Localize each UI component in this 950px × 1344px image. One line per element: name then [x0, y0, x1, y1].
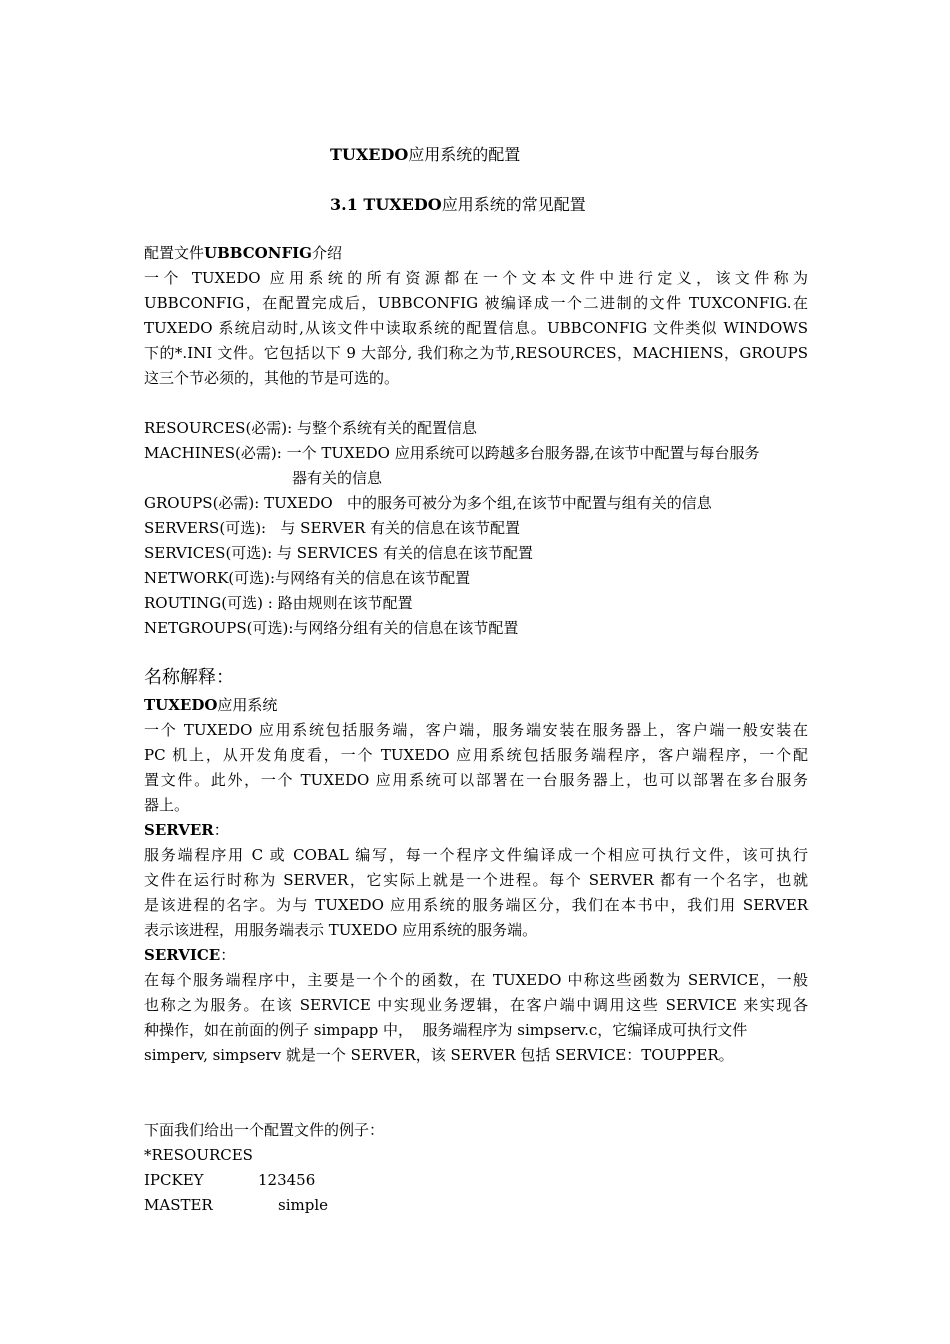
section-item: NETWORK(可选): 与网络有关的信息在该节配置 — [144, 569, 471, 587]
paragraph-line: 一个 TUXEDO 应用系统包括服务端，客户端，服务端安装在服务器上，客户端一般安装在 — [144, 721, 808, 739]
paragraph-line: PC 机上，从开发角度看，一个 TUXEDO 应用系统包括服务端程序，客户端程序，一个配 — [144, 746, 808, 764]
intro-line: 一个 TUXEDO 应用系统的所有资源都在一个文本文件中进行定义，该文件称为 — [144, 269, 808, 287]
term-heading: SERVER： — [144, 821, 229, 839]
paragraph-line: 文件在运行时称为 SERVER，它实际上就是一个进程。每个 SERVER 都有一个名字，也就 — [144, 871, 808, 889]
document-title: TUXEDO应用系统的配置 — [330, 145, 521, 164]
intro-line: 下的*.INI 文件。它包括以下 9 大部分, 我们称之为节,RESOURCES，MACHIENS，GROUPS — [144, 344, 808, 362]
config-key: IPCKEY — [144, 1171, 204, 1189]
paragraph-line: 表示该进程，用服务端表示 TUXEDO 应用系统的服务端。 — [144, 921, 538, 939]
term-heading: TUXEDO应用系统 — [144, 696, 278, 714]
section-title: 3.1 TUXEDO应用系统的常见配置 — [330, 195, 586, 214]
paragraph-line: 器上。 — [144, 796, 190, 814]
intro-line: TUXEDO 系统启动时,从该文件中读取系统的配置信息。UBBCONFIG 文件类似 WINDOWS — [144, 319, 808, 337]
paragraph-line: 置文件。此外，一个 TUXEDO 应用系统可以部署在一台服务器上，也可以部署在多台服务 — [144, 771, 808, 789]
section-item: NETGROUPS(可选): 与网络分组有关的信息在该节配置 — [144, 619, 519, 637]
glossary-heading: 名称解释： — [144, 667, 234, 688]
config-value: 123456 — [258, 1171, 316, 1189]
section-item: RESOURCES(必需): 与整个系统有关的配置信息 — [144, 419, 477, 437]
section-item: SERVICES(可选): 与 SERVICES 有关的信息在该节配置 — [144, 544, 533, 562]
section-item: GROUPS(必需): TUXEDO 中的服务可被分为多个组,在该节中配置与组有关的信息 — [144, 494, 712, 512]
paragraph-line: 服务端程序用 C 或 COBAL 编写，每一个程序文件编译成一个相应可执行文件，该可执行 — [144, 846, 808, 864]
paragraph-line: 种操作，如在前面的例子 simpapp 中， 服务端程序为 simpserv.c，它编译成可执行文件 — [144, 1021, 748, 1039]
intro-line: UBBCONFIG，在配置完成后，UBBCONFIG 被编译成一个二进制的文件 TUXCONFIG.在 — [144, 294, 808, 312]
intro-heading: 配置文件UBBCONFIG介绍 — [144, 244, 342, 262]
config-key: MASTER — [144, 1196, 213, 1214]
intro-line: 这三个节必须的，其他的节是可选的。 — [144, 369, 400, 387]
term-heading: SERVICE： — [144, 946, 236, 964]
document-body — [144, 241, 808, 1218]
section-item: ROUTING(可选) : 路由规则在该节配置 — [144, 594, 413, 612]
config-section: *RESOURCES — [144, 1146, 253, 1164]
paragraph-line: 是该进程的名字。为与 TUXEDO 应用系统的服务端区分，我们在本书中，我们用 SERVER — [144, 896, 808, 914]
paragraph-line: 也称之为服务。在该 SERVICE 中实现业务逻辑，在客户端中调用这些 SERVICE 来实现各 — [144, 996, 808, 1014]
paragraph-line: simperv, simpserv 就是一个 SERVER，该 SERVER 包括 SERVICE：TOUPPER。 — [144, 1046, 734, 1064]
example-intro: 下面我们给出一个配置文件的例子： — [144, 1121, 385, 1139]
section-list — [144, 416, 808, 641]
section-item: MACHINES(必需): 一个 TUXEDO 应用系统可以跨越多台服务器,在该节中配置与每台服务 — [144, 444, 760, 462]
config-row — [144, 1168, 808, 1193]
section-item-continuation: 器有关的信息 — [292, 469, 383, 487]
paragraph-line: 在每个服务端程序中，主要是一个个的函数，在 TUXEDO 中称这些函数为 SERVICE，一般 — [144, 971, 808, 989]
config-value: simple — [278, 1196, 328, 1214]
config-row — [144, 1193, 808, 1218]
section-item: SERVERS(可选): 与 SERVER 有关的信息在该节配置 — [144, 519, 521, 537]
